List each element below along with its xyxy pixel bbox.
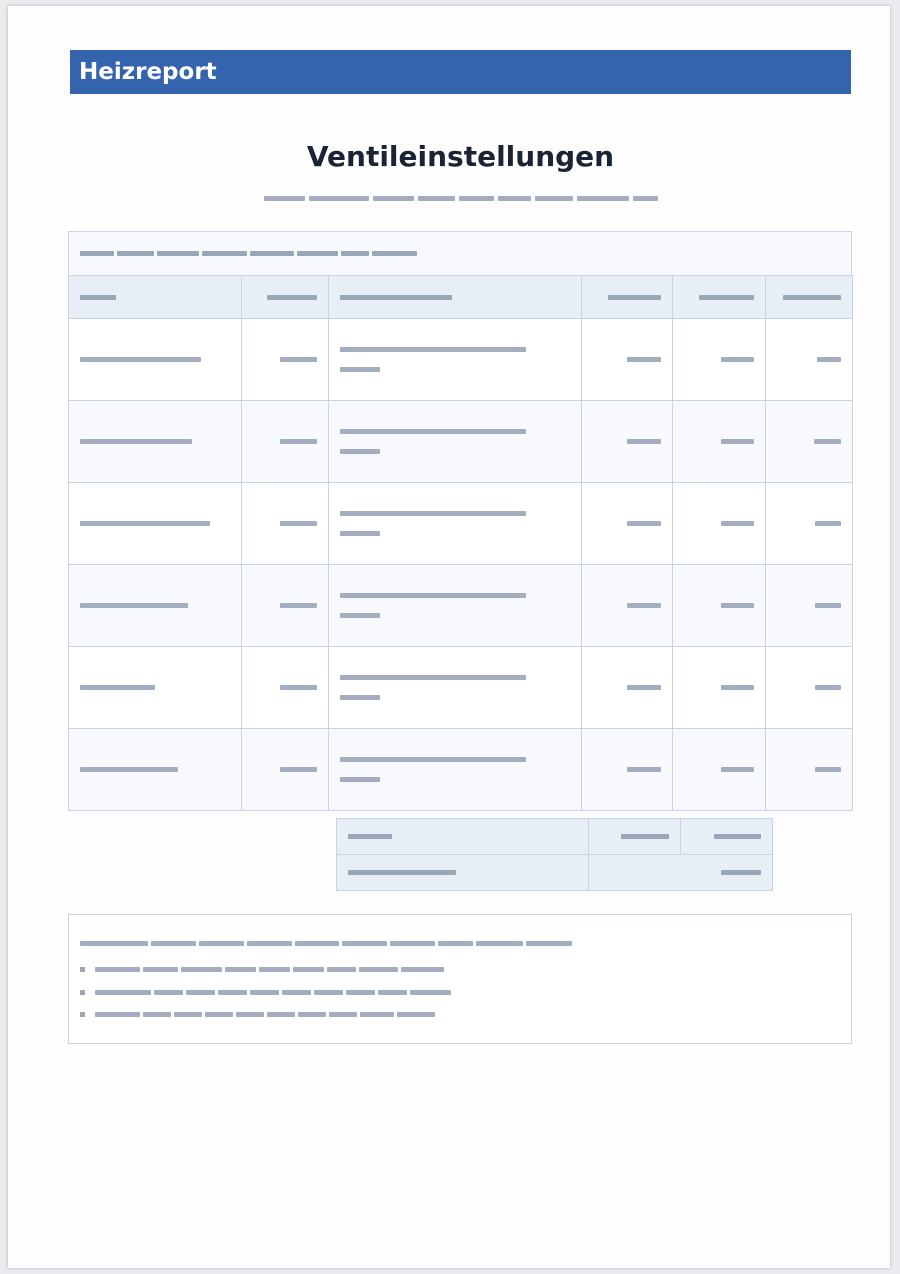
table-row [69, 729, 853, 811]
table-row [69, 401, 853, 483]
page-title: Ventileinstellungen [306, 140, 615, 173]
subtitle-placeholder [70, 196, 851, 201]
notes-box [68, 914, 852, 1044]
bullet-icon [80, 990, 85, 995]
table-row [69, 647, 853, 729]
table-caption-placeholder [68, 231, 852, 275]
bullet-icon [80, 967, 85, 972]
table-row [69, 565, 853, 647]
table-header-row [69, 276, 853, 319]
totals-row [337, 855, 773, 891]
totals-row [337, 819, 773, 855]
valve-settings-table [68, 231, 852, 811]
notes-heading-placeholder [80, 941, 572, 946]
document-page [8, 6, 890, 1268]
table-body [68, 275, 853, 811]
report-header-bar [70, 50, 851, 94]
table-row [69, 319, 853, 401]
report-header-title: Heizreport [79, 59, 217, 85]
note-bullet-item [80, 967, 444, 972]
note-bullet-item [80, 1012, 435, 1017]
totals-table [336, 818, 773, 891]
note-bullet-item [80, 990, 451, 995]
bullet-icon [80, 1012, 85, 1017]
table-row [69, 483, 853, 565]
